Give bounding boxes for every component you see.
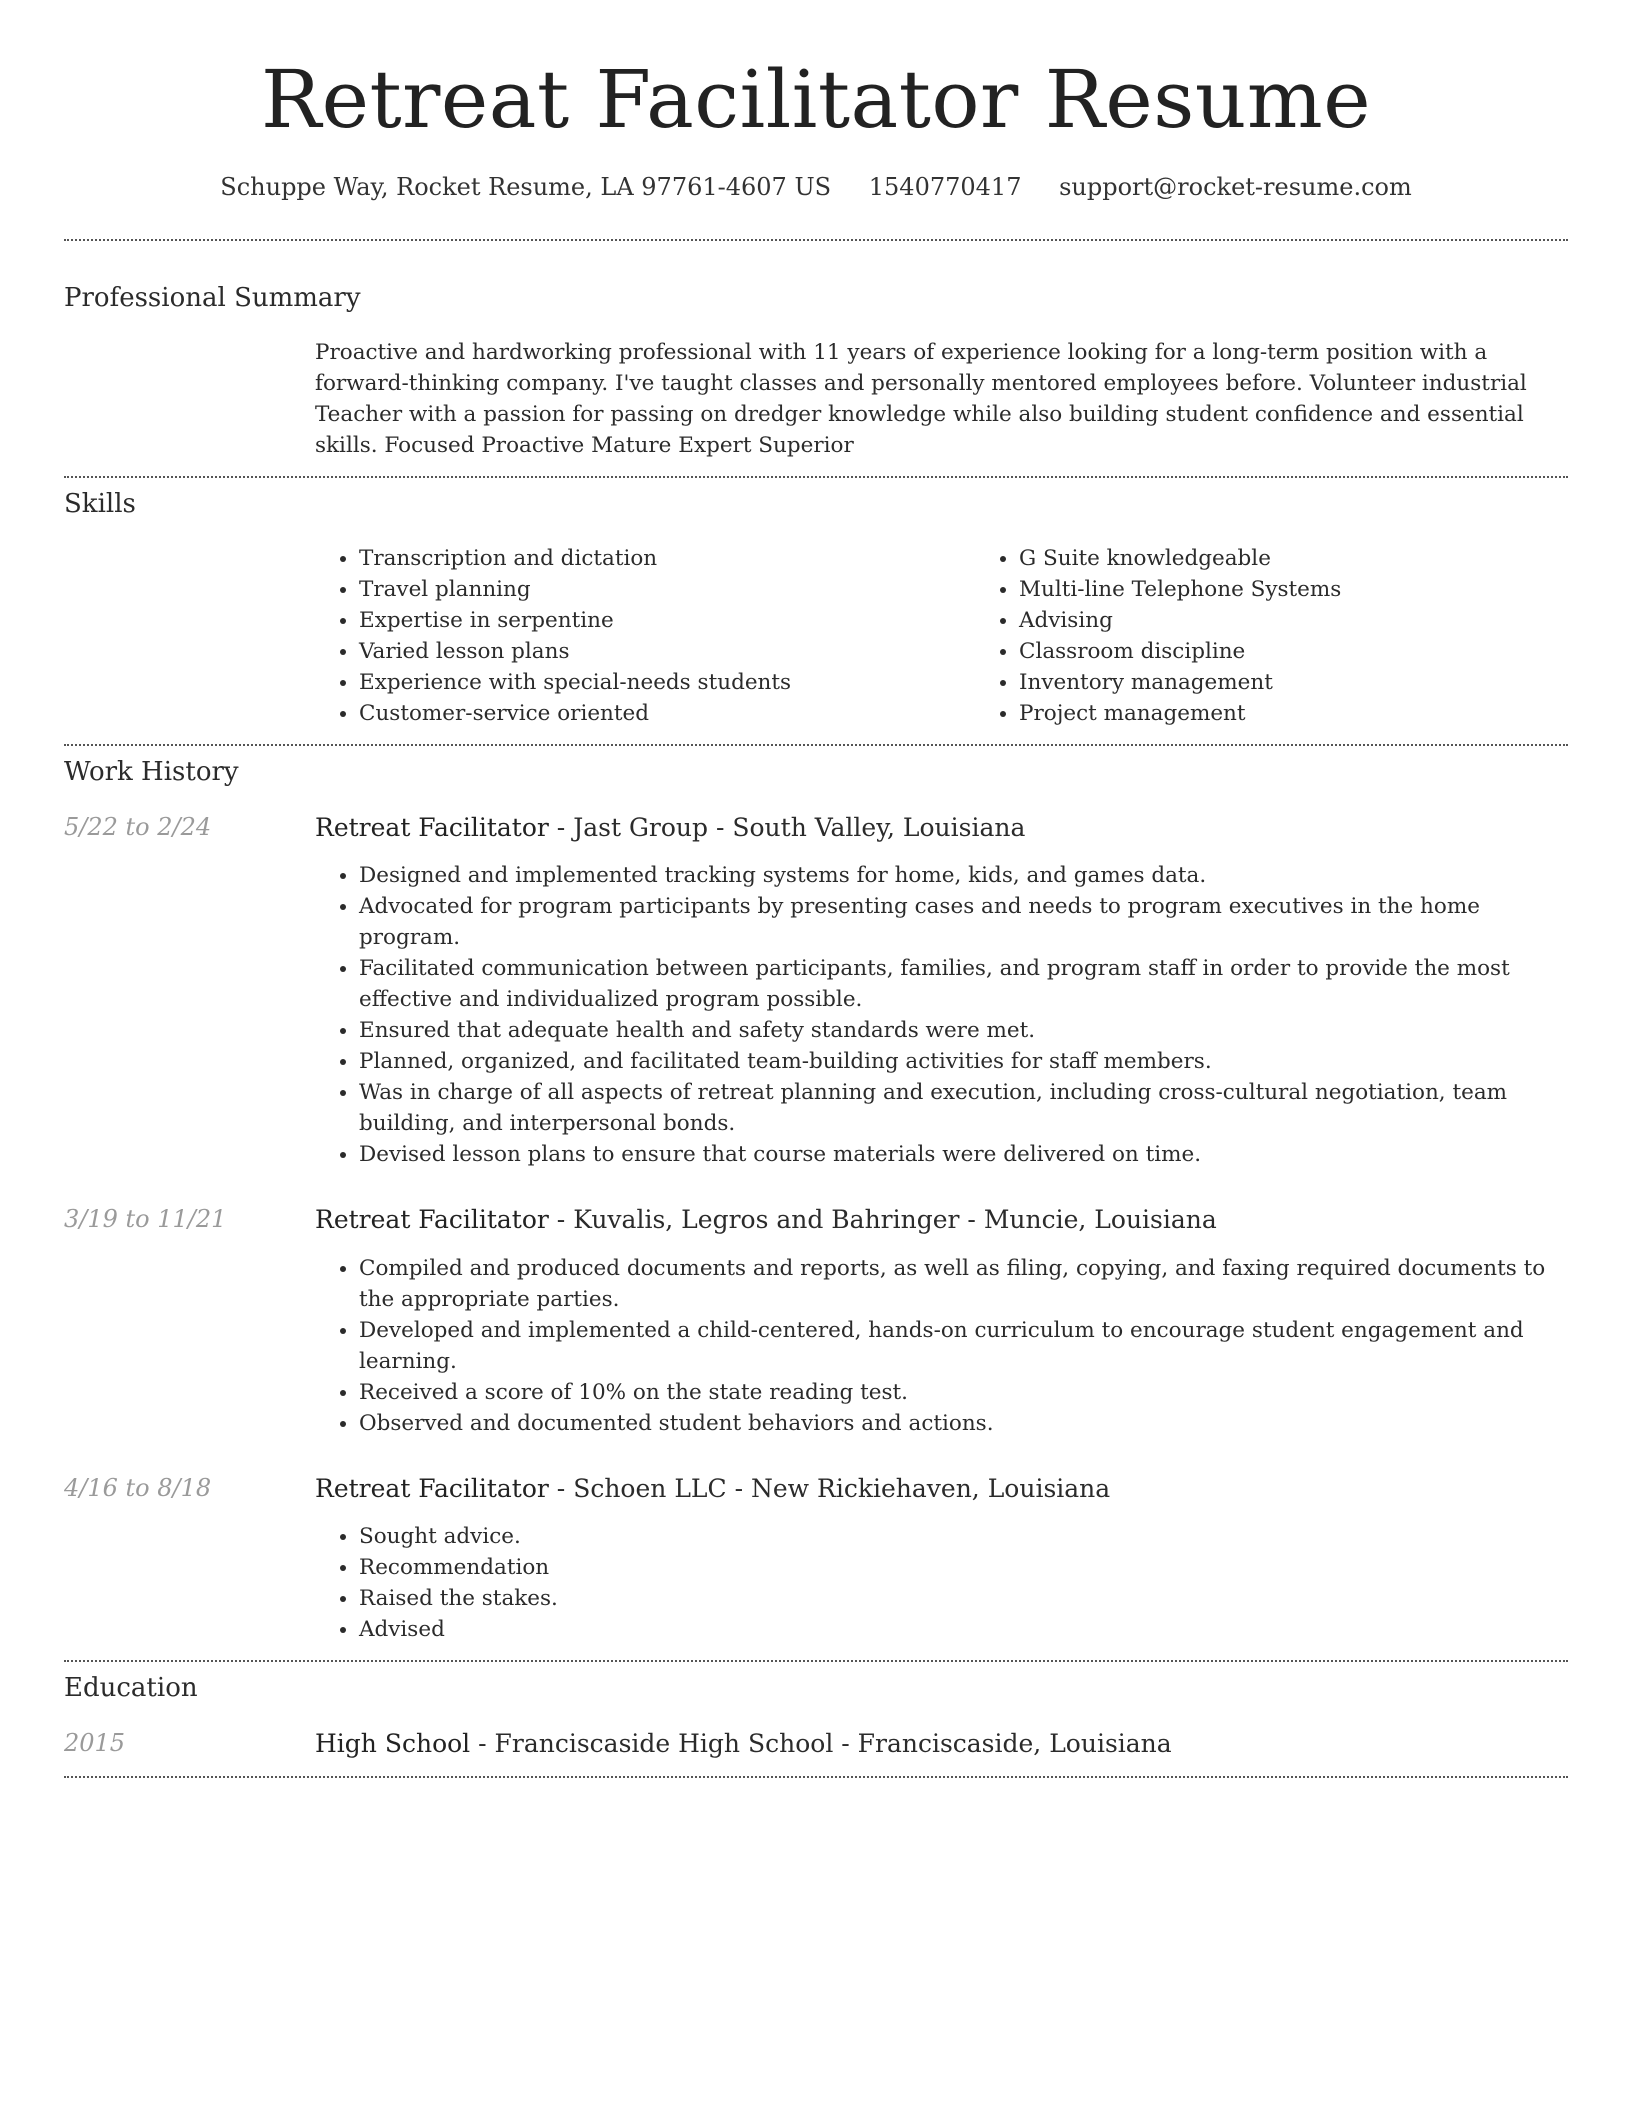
skill-item: • G Suite knowledgeable (1019, 543, 1632, 574)
job-bullets (315, 1253, 1568, 1439)
skill-item: • Expertise in serpentine (359, 605, 975, 636)
work-history-section (64, 746, 1568, 1645)
summary-section (64, 241, 1568, 461)
contact-phone: 1540770417 (868, 173, 1022, 201)
job-bullet: • Advised (359, 1614, 1568, 1645)
job-bullet: • Ensured that adequate health and safety standards were met. (359, 1015, 1568, 1046)
job-bullet: • Devised lesson plans to ensure that course materials were delivered on time. (359, 1139, 1568, 1170)
skill-item: • Travel planning (359, 574, 975, 605)
job-dates: 4/16 to 8/18 (64, 1473, 212, 1502)
job-bullet: • Compiled and produced documents and reports, as well as filing, copying, and faxing required documents to the appropriate parties. (359, 1253, 1568, 1315)
job-employer-location: - Schoen LLC - New Rickiehaven, Louisiana (548, 1473, 1111, 1503)
job-entry (64, 1204, 1568, 1439)
job-role: Retreat Facilitator (315, 1205, 549, 1235)
job-entry (64, 812, 1568, 1171)
education-section (64, 1662, 1568, 1760)
education-entry (315, 1728, 1568, 1761)
skills-grid (315, 543, 1632, 729)
job-entry (64, 1473, 1568, 1646)
skill-item: • Customer-service oriented (359, 698, 975, 729)
job-bullet: • Developed and implemented a child-centered, hands-on curriculum to encourage student engagement and learning. (359, 1315, 1568, 1377)
job-bullet: • Designed and implemented tracking systems for home, kids, and games data. (359, 860, 1568, 891)
job-role: Retreat Facilitator (315, 812, 549, 842)
job-employer-location: - Jast Group - South Valley, Louisiana (548, 812, 1026, 842)
education-school-location: - Franciscaside High School - Franciscaside, Louisiana (470, 1728, 1172, 1758)
skill-item: • Multi-line Telephone Systems (1019, 574, 1632, 605)
skill-item: • Varied lesson plans (359, 636, 975, 667)
skills-list-left (315, 543, 975, 729)
skill-item: • Experience with special-needs students (359, 667, 975, 698)
job-dates: 3/19 to 11/21 (64, 1205, 227, 1234)
job-bullet: • Sought advice. (359, 1521, 1568, 1552)
skills-section (64, 478, 1568, 729)
job-bullet: • Planned, organized, and facilitated team-building activities for staff members. (359, 1046, 1568, 1077)
job-bullet: • Was in charge of all aspects of retreat planning and execution, including cross-cultural negotiation, team building, and interpersonal bonds. (359, 1077, 1568, 1139)
contact-line (64, 172, 1568, 203)
skill-item: • Inventory management (1019, 667, 1632, 698)
job-bullets (315, 860, 1568, 1170)
job-employer-location: - Kuvalis, Legros and Bahringer - Muncie, Louisiana (548, 1205, 1217, 1235)
job-bullet: • Raised the stakes. (359, 1583, 1568, 1614)
skill-item: • Transcription and dictation (359, 543, 975, 574)
job-title (315, 812, 1568, 845)
contact-address: Schuppe Way, Rocket Resume, LA 97761-4607 US (220, 173, 832, 201)
job-bullet: • Observed and documented student behaviors and actions. (359, 1408, 1568, 1439)
job-bullet: • Facilitated communication between participants, families, and program staff in order to provide the most effective and individualized program possible. (359, 953, 1568, 1015)
summary-heading: Professional Summary (64, 283, 361, 314)
job-bullet: • Received a score of 10% on the state reading test. (359, 1377, 1568, 1408)
job-dates: 5/22 to 2/24 (64, 812, 212, 841)
job-title (315, 1204, 1568, 1237)
summary-text: Proactive and hardworking professional with 11 years of experience looking for a long-term position with a forward-thinking company. I've taught classes and personally mentored employees before. Volunteer industrial Teacher with a passion for passing on dredger knowledge while also building student confidence and essential skills. Focused Proactive Mature Expert Superior (315, 339, 1527, 458)
skill-item: • Classroom discipline (1019, 636, 1632, 667)
education-degree: High School (315, 1728, 471, 1758)
work-history-heading: Work History (64, 756, 239, 787)
contact-email: support@rocket-resume.com (1059, 173, 1412, 201)
job-role: Retreat Facilitator (315, 1473, 549, 1503)
job-bullet: • Recommendation (359, 1552, 1568, 1583)
education-year: 2015 (64, 1728, 126, 1757)
job-title (315, 1473, 1568, 1506)
resume-title: Retreat Facilitator Resume (260, 53, 1372, 146)
job-bullet: • Advocated for program participants by presenting cases and needs to program executives in the home program. (359, 891, 1568, 953)
skills-list-right (975, 543, 1632, 729)
skill-item: • Project management (1019, 698, 1632, 729)
skills-heading: Skills (64, 488, 136, 519)
job-bullets (315, 1521, 1568, 1645)
divider (64, 1776, 1568, 1778)
education-heading: Education (64, 1673, 198, 1704)
skill-item: • Advising (1019, 605, 1632, 636)
